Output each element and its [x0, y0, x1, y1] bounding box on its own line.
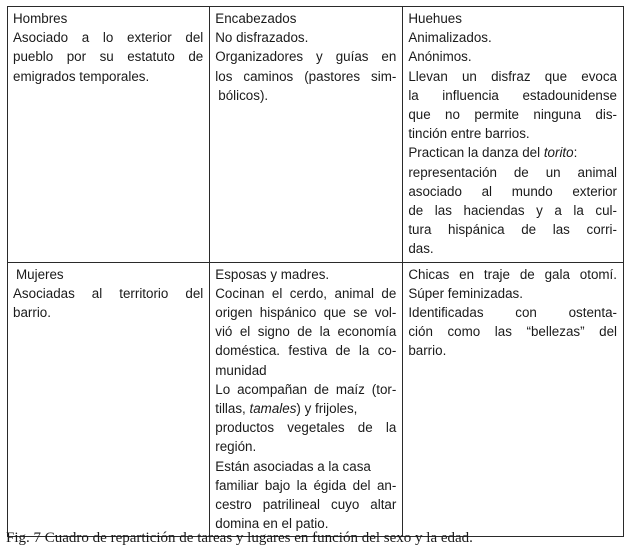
- table-row-men: [8, 7, 624, 263]
- cell-line: cestro patrilineal cuyo altar: [215, 497, 397, 513]
- cell-line: barrio.: [13, 305, 51, 321]
- cell-line: productos vegetales de la: [215, 420, 397, 436]
- cell-line: representación de un animal: [408, 164, 617, 180]
- cell-line: Chicas en traje de gala otomí.: [408, 266, 617, 282]
- cell-line: Animalizados.: [408, 30, 492, 46]
- cell-line: ción como las “bellezas” del: [408, 324, 617, 340]
- cell-line: asociado al mundo exterior: [408, 183, 617, 199]
- cell-line: emigrados temporales.: [13, 68, 150, 84]
- cell-women-huehues: [403, 262, 624, 537]
- cell-line: familiar bajo la égida del an-: [215, 477, 397, 493]
- distribution-table: [7, 6, 624, 537]
- cell-line: Asociadas al territorio del: [13, 285, 204, 301]
- cell-line: domina en el patio.: [215, 516, 329, 532]
- cell-line: los caminos (pastores sim-: [215, 68, 397, 84]
- cell-line-tamales: [215, 399, 396, 418]
- table-row-women: [8, 262, 624, 537]
- cell-line: munidad: [215, 362, 267, 378]
- cell-line: Llevan un disfraz que evoca: [408, 68, 617, 84]
- text-run: :: [573, 145, 578, 161]
- cell-line: que no permite ninguna dis-: [408, 107, 617, 123]
- figure-caption: Fig. 7 Cuadro de repartición de tareas y lugares en función del sexo y la edad.: [6, 530, 473, 546]
- cell-title: Encabezados: [215, 11, 297, 26]
- cell-line: barrio.: [408, 343, 447, 359]
- cell-line: Asociado a lo exterior del: [13, 30, 204, 46]
- cell-line: origen hispánico que se vol-: [215, 305, 397, 321]
- cell-title: Mujeres: [16, 266, 64, 282]
- cell-line: Esposas y madres.: [215, 266, 330, 282]
- text-run: Practican la danza del: [408, 145, 544, 161]
- torito-word: torito: [543, 145, 574, 161]
- cell-line: Lo acompañan de maíz (tor-: [215, 381, 397, 397]
- cell-line: das.: [408, 241, 434, 257]
- cell-line: región.: [215, 439, 257, 455]
- cell-men-group: [8, 7, 210, 263]
- tamales-word: tamales: [249, 401, 297, 417]
- cell-line: pueblo por su estatuto de: [13, 49, 204, 65]
- text-run: ) y frijoles,: [296, 401, 358, 417]
- cell-line: Anónimos.: [408, 49, 472, 65]
- cell-line: Están asociadas a la casa: [215, 458, 371, 474]
- cell-men-huehues: [403, 7, 624, 263]
- cell-title: Huehues: [408, 11, 462, 26]
- cell-title: Hombres: [13, 11, 68, 26]
- cell-line: Identificadas con ostenta-: [408, 305, 617, 321]
- cell-line: vió el signo de la economía: [215, 324, 397, 340]
- cell-line: Organizadores y guías en: [215, 49, 397, 65]
- cell-women-headers: [210, 262, 403, 537]
- cell-line: doméstica. festiva de la co-: [215, 343, 397, 359]
- cell-line: la influencia estadounidense: [408, 87, 617, 103]
- cell-line: de las haciendas y a la cul-: [408, 203, 617, 219]
- cell-men-headers: [210, 7, 403, 263]
- cell-line: No disfrazados.: [215, 30, 309, 46]
- cell-line: Cocinan el cerdo, animal de: [215, 285, 397, 301]
- cell-line: tura hispánica de las corri-: [408, 222, 617, 238]
- cell-women-group: [8, 262, 210, 537]
- cell-line: Súper feminizadas.: [408, 285, 523, 301]
- cell-line-torito: [408, 143, 617, 162]
- cell-line: bólicos).: [218, 87, 269, 103]
- text-run: tillas,: [215, 401, 250, 417]
- cell-line: tinción entre barrios.: [408, 126, 530, 142]
